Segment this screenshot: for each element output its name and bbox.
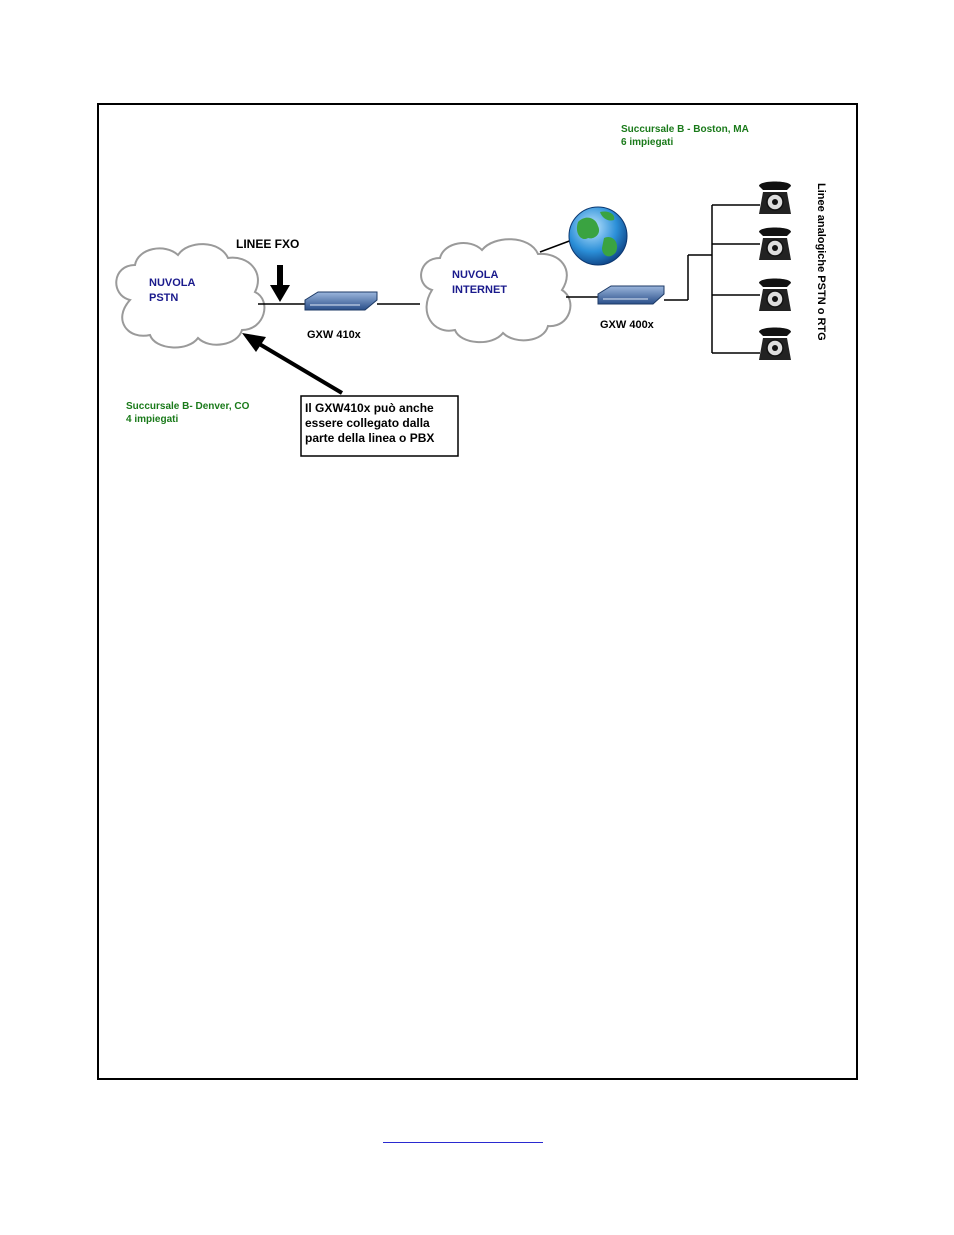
phone-icon	[759, 228, 791, 261]
site-a-line1: Succursale B- Denver, CO	[126, 401, 250, 412]
callout-line1: Il GXW410x può anche	[305, 401, 434, 415]
phones	[759, 182, 791, 361]
internet-cloud-line1: NUVOLA	[452, 269, 499, 281]
footer-link[interactable]	[383, 1132, 543, 1143]
site-b-line1: Succursale B - Boston, MA	[621, 124, 749, 135]
phone-icon	[759, 328, 791, 361]
callout	[242, 333, 458, 456]
site-b-line2: 6 impiegati	[621, 137, 674, 148]
gxw400-label: GXW 400x	[600, 319, 654, 331]
phone-icon	[759, 182, 791, 215]
analog-lines-label: Linee analogiche PSTN o RTG	[815, 183, 827, 341]
gxw400-device	[598, 286, 664, 331]
pstn-cloud	[116, 244, 264, 347]
pstn-cloud-line1: NUVOLA	[149, 277, 196, 289]
globe-icon	[569, 207, 627, 265]
fxo-label: LINEE FXO	[236, 237, 300, 251]
phone-icon	[759, 279, 791, 312]
site-a-line2: 4 impiegati	[126, 414, 179, 425]
callout-line3: parte della linea o PBX	[305, 431, 435, 445]
pstn-cloud-line2: PSTN	[149, 292, 179, 304]
gxw410-device	[305, 292, 377, 341]
gxw410-label: GXW 410x	[307, 329, 361, 341]
internet-cloud	[421, 239, 570, 342]
internet-cloud-line2: INTERNET	[452, 284, 507, 296]
callout-line2: essere collegato dalla	[305, 416, 430, 430]
